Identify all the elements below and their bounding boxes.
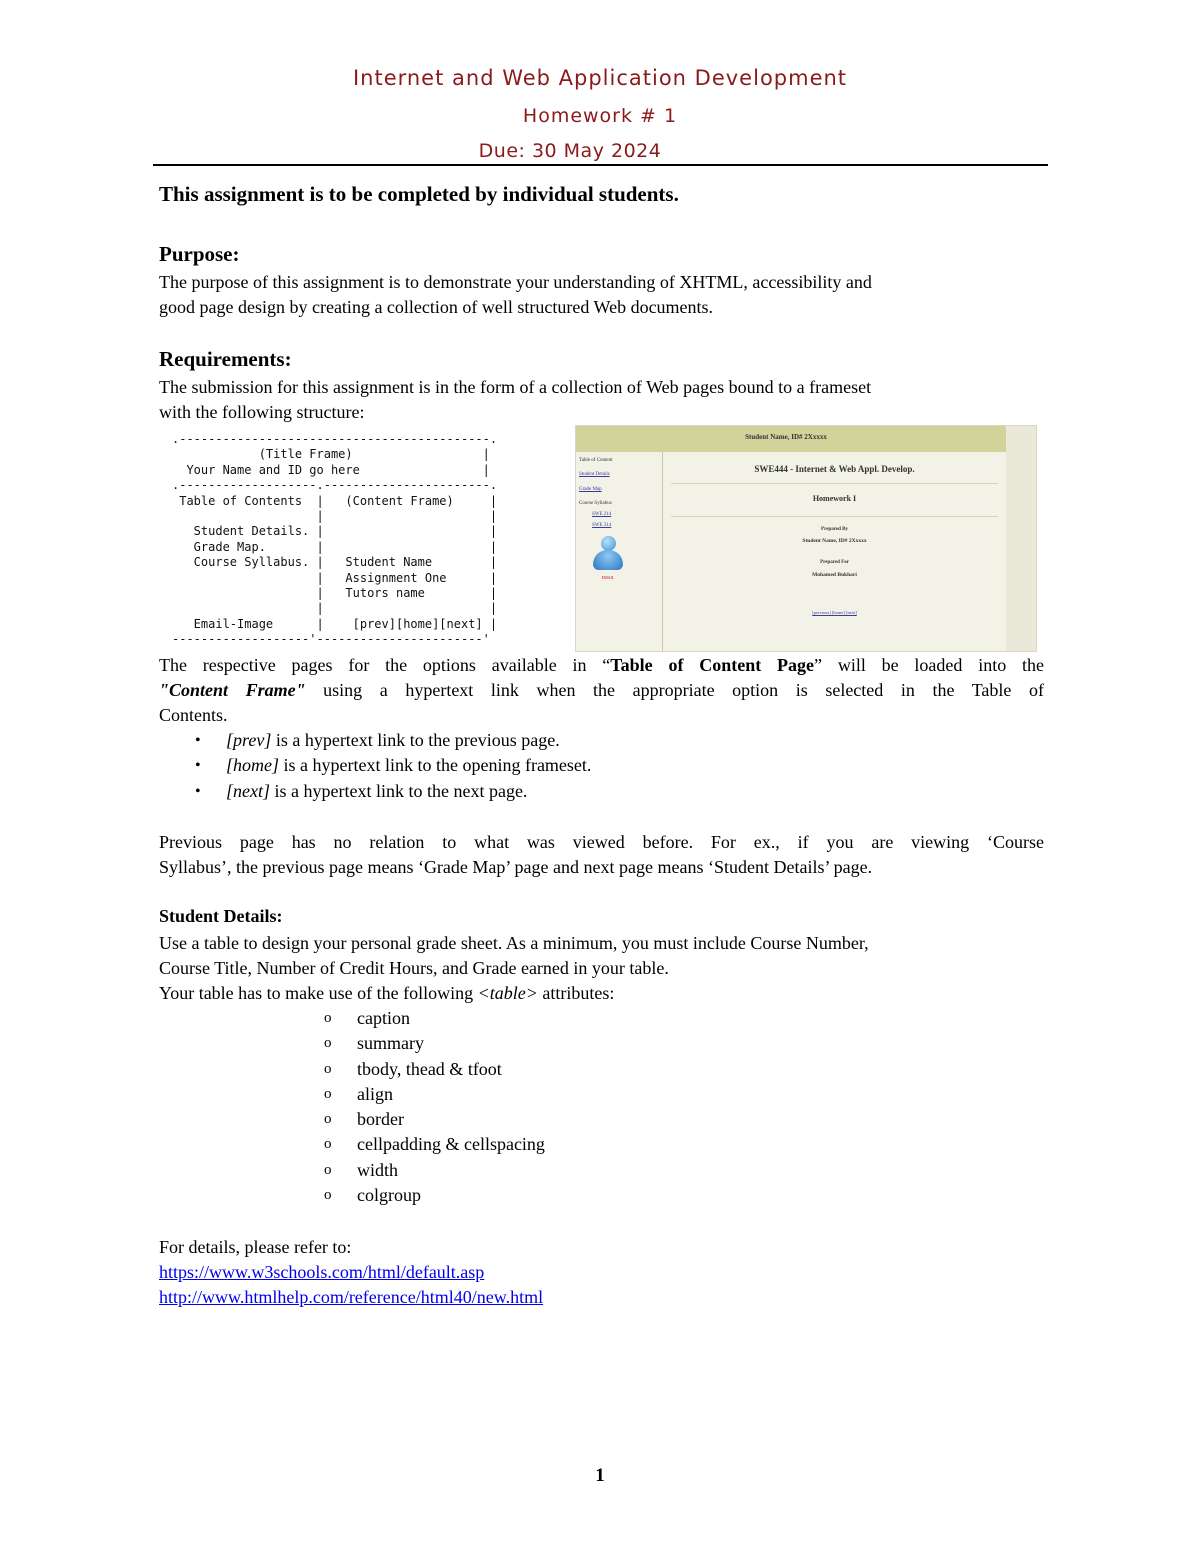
purpose-line: good page design by creating a collection of well structured Web documents.: [159, 297, 714, 317]
list-item: o width: [324, 1159, 399, 1180]
list-item: o summary: [324, 1033, 424, 1054]
previous-line: Previous page has no relation to what was viewed before. For ex., if you are viewing ‘Course: [159, 832, 1044, 852]
email-avatar-icon: [590, 536, 626, 580]
w3schools-link[interactable]: https://www.w3schools.com/html/default.asp: [159, 1262, 485, 1282]
list-item: o align: [324, 1083, 393, 1104]
details-block: [159, 1235, 1044, 1310]
previous-line: Syllabus’, the previous page means ‘Grade Map’ page and next page means ‘Student Details’ page.: [159, 857, 873, 877]
screenshot-nav-student: Student Details: [579, 472, 610, 477]
requirements-line: with the following structure:: [159, 402, 365, 422]
table-tag: <table>: [477, 983, 538, 1003]
student-details-heading: Student Details:: [159, 906, 283, 926]
email-label: EMAIL: [601, 575, 615, 580]
screenshot-divider: [671, 516, 998, 517]
list-item: • [home] is a hypertext link to the opening frameset.: [195, 753, 591, 778]
list-item: o cellpadding & cellspacing: [324, 1134, 545, 1155]
requirements-line: The submission for this assignment is in the form of a collection of Web pages bound to a frameset: [159, 377, 872, 397]
list-item: • [prev] is a hypertext link to the previous page.: [195, 728, 591, 753]
screenshot-nav-swe1: SWE 214: [592, 512, 612, 517]
screenshot-title-text: Student Name, ID# 2Xxxxx: [745, 433, 827, 441]
details-label: For details, please refer to:: [159, 1237, 352, 1257]
homework-number: Homework # 1: [522, 105, 678, 127]
list-item: o tbody, thead & tfoot: [324, 1058, 502, 1079]
list-item: • [next] is a hypertext link to the next page.: [195, 779, 591, 804]
student-details-text: [159, 931, 1044, 1006]
respective-line: "Content Frame" using a hypertext link when the appropriate option is selected in the Table of: [159, 680, 1044, 700]
htmlhelp-link[interactable]: http://www.htmlhelp.com/reference/html40/new.html: [159, 1287, 544, 1307]
screenshot-course-title: SWE444 - Internet & Web Appl. Develop.: [754, 464, 915, 474]
content-frame-term: "Content Frame": [159, 680, 306, 700]
screenshot-content-frame: [663, 452, 1006, 651]
student-details-line: Your table has to make use of the following <table> attributes:: [159, 983, 615, 1003]
screenshot-nav-frame: [576, 452, 663, 651]
student-details-line: Course Title, Number of Credit Hours, and Grade earned in your table.: [159, 958, 669, 978]
frameset-screenshot: [575, 425, 1037, 652]
list-item: o border: [324, 1109, 404, 1130]
previous-page-text: [159, 830, 1044, 880]
screenshot-scrollbar: [1006, 426, 1036, 651]
document-title: Internet and Web Application Development: [352, 66, 848, 90]
purpose-line: The purpose of this assignment is to demonstrate your understanding of XHTML, accessibility and: [159, 272, 872, 292]
due-date: Due: 30 May 2024: [478, 140, 662, 162]
screenshot-divider: [671, 483, 998, 484]
screenshot-prepared-for: Prepared For: [820, 560, 849, 565]
screenshot-homework: Homework I: [812, 494, 857, 503]
screenshot-nav-course: Course Syllabus: [579, 501, 612, 506]
list-item: o colgroup: [324, 1185, 421, 1206]
student-details-line: Use a table to design your personal grade sheet. As a minimum, you must include Course Number,: [159, 933, 869, 953]
requirements-heading: Requirements:: [159, 347, 292, 371]
requirements-text: [159, 375, 1044, 425]
nav-link-list: [195, 728, 591, 804]
purpose-heading: Purpose:: [159, 242, 240, 266]
screenshot-nav-links: [previous] [home] [next]: [812, 610, 857, 615]
screenshot-title-frame: [576, 426, 1036, 452]
screenshot-student: Student Name, ID# 2Xxxxx: [802, 538, 867, 544]
header-divider: [153, 164, 1048, 166]
screenshot-nav-title: Table of Content: [579, 458, 613, 463]
frameset-structure-diagram: .-------------------------------------------. (Title Frame) | Your Name and ID go here | .-------------------.-----------------------. Table of Contents | (Content Frame) | | | Student Details. | | Grade Map. | | Course Syllabus. | Student Name | | Assignment One | | Tutors name | | | Email-Image | [prev][home][next] | -------------------'-----------------------': [172, 432, 498, 647]
purpose-text: [159, 270, 1044, 320]
screenshot-nav-swe2: SWE 314: [592, 523, 612, 528]
respective-line: The respective pages for the options available in “Table of Content Page” will be loaded into the: [159, 655, 1044, 675]
individual-notice: This assignment is to be completed by individual students.: [159, 182, 679, 206]
screenshot-tutor: Mohamed Bukhari: [812, 572, 857, 578]
table-attribute-list: [324, 1006, 545, 1208]
respective-pages-text: [159, 653, 1044, 728]
respective-line: Contents.: [159, 705, 228, 725]
screenshot-prepared-by: Prepared By: [821, 527, 848, 532]
page-number: 1: [595, 1465, 605, 1486]
table-of-content-page-term: Table of Content Page: [610, 655, 815, 675]
list-item: o caption: [324, 1008, 410, 1028]
screenshot-nav-grade: Grade Map: [579, 487, 602, 492]
